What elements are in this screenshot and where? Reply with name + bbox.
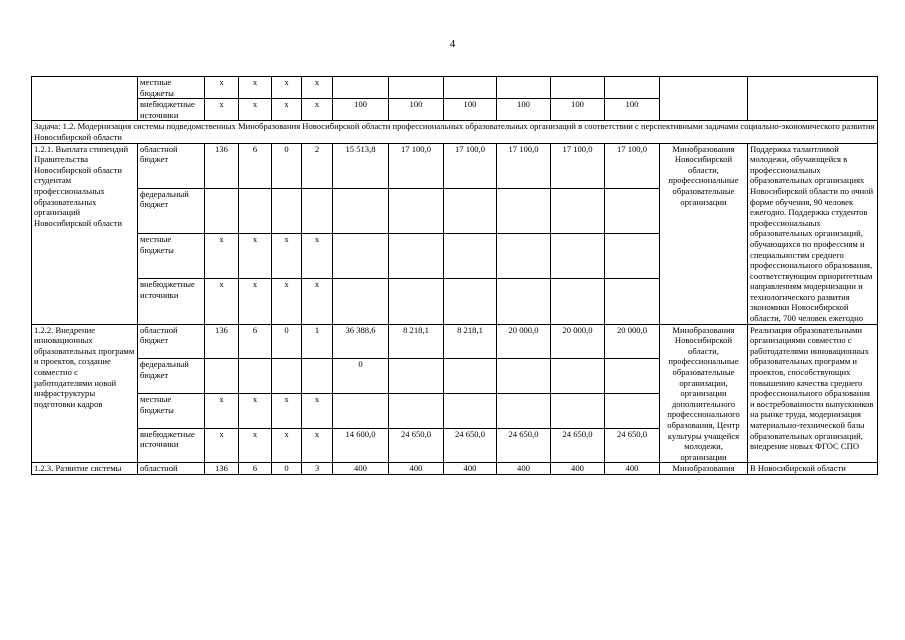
value-cell xyxy=(272,359,302,394)
value-cell xyxy=(333,394,389,429)
measure-name: 1.2.3. Развитие системы xyxy=(32,463,138,475)
value-cell xyxy=(497,359,551,394)
value-cell xyxy=(444,394,497,429)
value-cell: 136 xyxy=(205,324,239,359)
funding-source-label: внебюджетные источники xyxy=(138,99,205,121)
value-cell: x xyxy=(272,234,302,279)
value-cell: 2 xyxy=(302,143,333,188)
name-cell xyxy=(32,77,138,121)
value-cell: 17 100,0 xyxy=(551,143,605,188)
value-cell: 14 600,0 xyxy=(333,428,389,463)
result-cell: Реализация образовательными организациями совместно с работодателями инновационных образовательных программ и проектов, способствующих повышению качества среднего профессионального образования и востребованности выпускников на рынке труда, модернизация материально-технической базы образовательных организаций, внедрение новых ФГОС СПО xyxy=(748,324,878,463)
result-cell: В Новосибирской области xyxy=(748,463,878,475)
executor-cell: Минобразования Новосибирской области, профессиональные образовательные организации, организации дополнительного профессионального образования, Центр культуры учащейся молодежи, организации xyxy=(660,324,748,463)
value-cell xyxy=(302,188,333,233)
page-number: 4 xyxy=(449,38,456,50)
value-cell xyxy=(497,77,551,99)
value-cell xyxy=(497,234,551,279)
value-cell xyxy=(605,359,660,394)
value-cell: 20 000,0 xyxy=(551,324,605,359)
value-cell: 15 513,8 xyxy=(333,143,389,188)
value-cell xyxy=(205,359,239,394)
executor-cell: Минобразования Новосибирской области, профессиональные образовательные организации xyxy=(660,143,748,324)
value-cell: 100 xyxy=(444,99,497,121)
value-cell xyxy=(551,188,605,233)
value-cell xyxy=(389,234,444,279)
table-row xyxy=(32,324,878,359)
value-cell xyxy=(389,394,444,429)
value-cell: 17 100,0 xyxy=(444,143,497,188)
value-cell: x xyxy=(302,234,333,279)
value-cell: 136 xyxy=(205,463,239,475)
value-cell: x xyxy=(302,394,333,429)
value-cell: 3 xyxy=(302,463,333,475)
value-cell: x xyxy=(205,279,239,324)
value-cell: x xyxy=(205,234,239,279)
table-row xyxy=(32,143,878,188)
funding-source-label: федеральный бюджет xyxy=(138,188,205,233)
value-cell: 6 xyxy=(239,143,272,188)
value-cell xyxy=(389,279,444,324)
value-cell xyxy=(551,394,605,429)
value-cell: 0 xyxy=(272,143,302,188)
value-cell xyxy=(239,359,272,394)
value-cell xyxy=(389,77,444,99)
funding-source-label: местные бюджеты xyxy=(138,77,205,99)
value-cell: 0 xyxy=(272,463,302,475)
value-cell: 100 xyxy=(497,99,551,121)
value-cell xyxy=(497,188,551,233)
value-cell: 20 000,0 xyxy=(497,324,551,359)
value-cell: 100 xyxy=(551,99,605,121)
value-cell: x xyxy=(272,99,302,121)
value-cell xyxy=(551,279,605,324)
program-table xyxy=(31,76,878,475)
value-cell xyxy=(444,234,497,279)
value-cell: x xyxy=(272,77,302,99)
value-cell: x xyxy=(239,234,272,279)
value-cell: 0 xyxy=(333,359,389,394)
value-cell xyxy=(205,188,239,233)
table-row xyxy=(32,77,878,99)
value-cell xyxy=(333,77,389,99)
executor-cell xyxy=(660,77,748,121)
value-cell: 17 100,0 xyxy=(605,143,660,188)
value-cell: x xyxy=(205,77,239,99)
value-cell xyxy=(333,279,389,324)
value-cell xyxy=(551,77,605,99)
value-cell: x xyxy=(239,77,272,99)
value-cell: 400 xyxy=(605,463,660,475)
funding-source-label: местные бюджеты xyxy=(138,394,205,429)
value-cell: 400 xyxy=(444,463,497,475)
value-cell: 100 xyxy=(333,99,389,121)
value-cell xyxy=(272,188,302,233)
value-cell: 400 xyxy=(333,463,389,475)
value-cell: 24 650,0 xyxy=(605,428,660,463)
value-cell: 400 xyxy=(551,463,605,475)
value-cell: x xyxy=(302,279,333,324)
value-cell xyxy=(239,188,272,233)
value-cell: 36 388,6 xyxy=(333,324,389,359)
value-cell: 17 100,0 xyxy=(389,143,444,188)
value-cell: x xyxy=(239,394,272,429)
value-cell: x xyxy=(239,99,272,121)
funding-source-label: федеральный бюджет xyxy=(138,359,205,394)
result-cell xyxy=(748,77,878,121)
value-cell: 1 xyxy=(302,324,333,359)
value-cell: 24 650,0 xyxy=(389,428,444,463)
task-heading: Задача: 1.2. Модернизация системы подведомственных Минобразования Новосибирской области профессиональных образовательных организаций в соответствии с перспективными задачами социально-экономического развития Новосибирской области xyxy=(32,121,878,143)
value-cell: x xyxy=(302,77,333,99)
funding-source-label: областной бюджет xyxy=(138,324,205,359)
value-cell: x xyxy=(302,99,333,121)
measure-name: 1.2.2. Внедрение инновационных образовательных программ и проектов, создание совместно с работодателями новой инфраструктуры подготовки кадров xyxy=(32,324,138,463)
value-cell: 8 218,1 xyxy=(389,324,444,359)
funding-source-label: внебюджетные источники xyxy=(138,428,205,463)
value-cell: 0 xyxy=(272,324,302,359)
value-cell xyxy=(302,359,333,394)
value-cell xyxy=(605,188,660,233)
funding-source-label: областной бюджет xyxy=(138,143,205,188)
value-cell: x xyxy=(239,428,272,463)
value-cell xyxy=(497,394,551,429)
value-cell: 17 100,0 xyxy=(497,143,551,188)
value-cell: 100 xyxy=(389,99,444,121)
value-cell: x xyxy=(205,99,239,121)
value-cell: x xyxy=(239,279,272,324)
value-cell xyxy=(497,279,551,324)
value-cell: 20 000,0 xyxy=(605,324,660,359)
value-cell: 100 xyxy=(605,99,660,121)
value-cell xyxy=(551,234,605,279)
value-cell: 6 xyxy=(239,463,272,475)
value-cell: 400 xyxy=(497,463,551,475)
value-cell: 24 650,0 xyxy=(497,428,551,463)
value-cell xyxy=(605,394,660,429)
task-row xyxy=(32,121,878,143)
value-cell: x xyxy=(272,428,302,463)
executor-cell: Минобразования xyxy=(660,463,748,475)
table-row xyxy=(32,463,878,475)
funding-source-label: местные бюджеты xyxy=(138,234,205,279)
measure-name: 1.2.1. Выплата стипендий Правительства Новосибирской области студентам профессиональных образовательных организаций Новосибирской области xyxy=(32,143,138,324)
value-cell xyxy=(389,188,444,233)
value-cell xyxy=(605,77,660,99)
value-cell xyxy=(389,359,444,394)
value-cell: 24 650,0 xyxy=(444,428,497,463)
value-cell xyxy=(333,234,389,279)
value-cell xyxy=(333,188,389,233)
funding-source-label: областной xyxy=(138,463,205,475)
value-cell: x xyxy=(272,279,302,324)
value-cell: 24 650,0 xyxy=(551,428,605,463)
result-cell: Поддержка талантливой молодежи, обучающейся в профессиональных образовательных организациях Новосибирской области по очной форме обучения, 90 человек ежегодно. Поддержка студентов профессиональных образовательных организаций, обучающихся по профессиям и специальностям среднего профессионального образования, соответствующим приоритетным направлениям модернизации и технологического развития экономики Новосибирской области, 700 человек ежегодно xyxy=(748,143,878,324)
value-cell: x xyxy=(302,428,333,463)
value-cell xyxy=(444,279,497,324)
value-cell: 6 xyxy=(239,324,272,359)
value-cell xyxy=(605,279,660,324)
value-cell: 136 xyxy=(205,143,239,188)
value-cell: x xyxy=(205,428,239,463)
value-cell: 400 xyxy=(389,463,444,475)
value-cell xyxy=(551,359,605,394)
value-cell xyxy=(444,359,497,394)
value-cell xyxy=(444,77,497,99)
value-cell: 8 218,1 xyxy=(444,324,497,359)
value-cell xyxy=(605,234,660,279)
value-cell: x xyxy=(205,394,239,429)
funding-source-label: внебюджетные источники xyxy=(138,279,205,324)
value-cell xyxy=(444,188,497,233)
value-cell: x xyxy=(272,394,302,429)
